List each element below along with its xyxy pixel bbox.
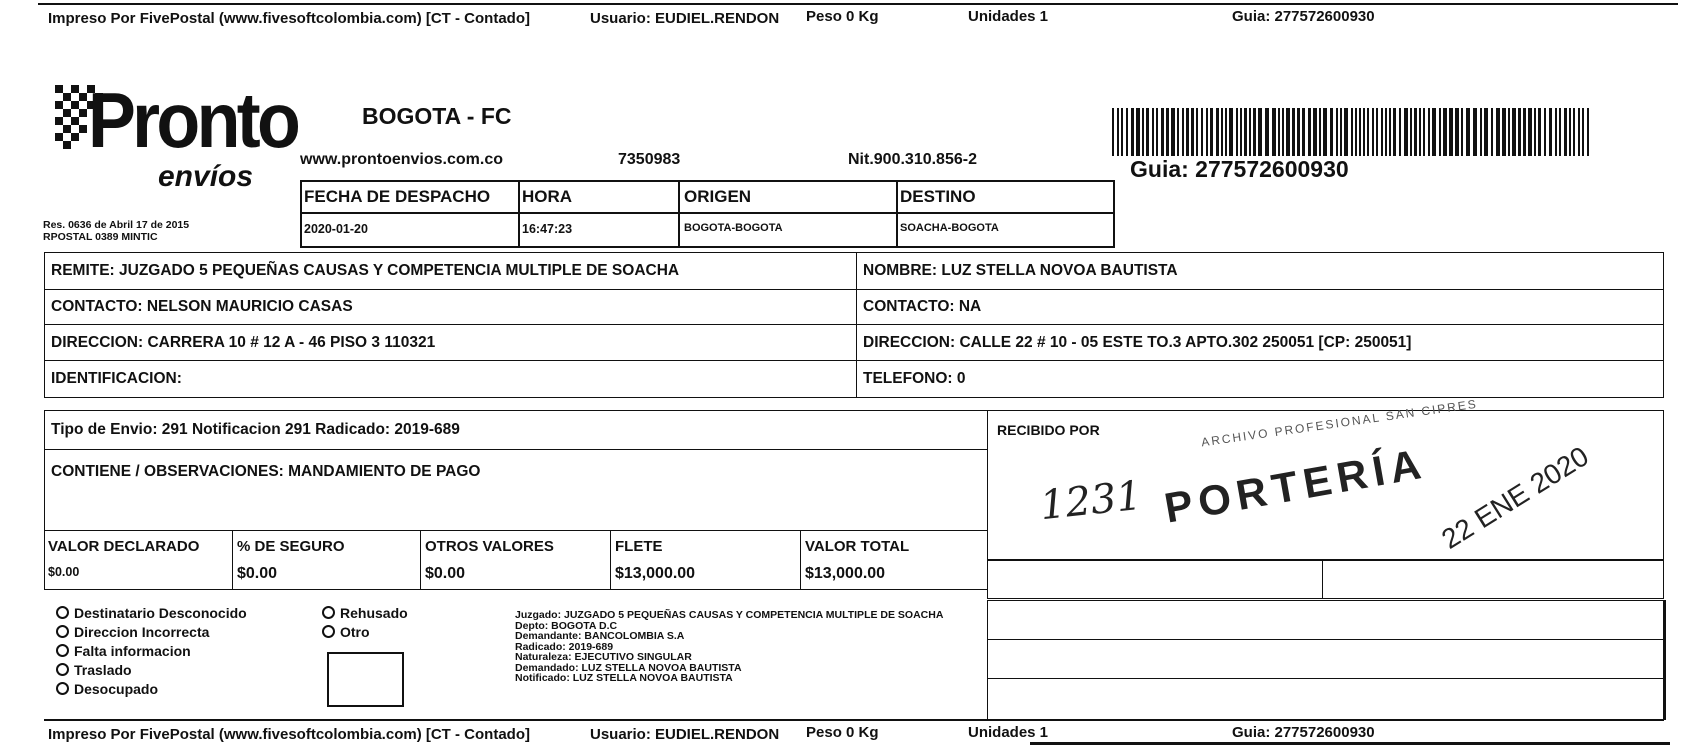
value-cell-0 (44, 530, 232, 590)
barcode (1112, 108, 1592, 156)
footer-units: Unidades 1 (968, 724, 1049, 741)
barcode-bar (1126, 108, 1128, 156)
barcode-bar (1523, 108, 1526, 156)
barcode-bar (1484, 108, 1488, 156)
radio-circle-icon[interactable] (56, 625, 69, 638)
case-info (515, 610, 943, 684)
lower-right-row-3 (987, 678, 1664, 720)
barcode-bar (1414, 108, 1417, 156)
return-option-left-2[interactable] (56, 641, 247, 660)
barcode-bar (1569, 108, 1571, 156)
return-option-label: Desocupado (74, 680, 159, 697)
recipient-contact: CONTACTO: NA (856, 289, 1664, 325)
footer-user: Usuario: EUDIEL.RENDON (590, 726, 780, 743)
return-option-left-0[interactable] (56, 603, 247, 622)
received-sub-left (987, 559, 1323, 599)
barcode-bar (1428, 108, 1430, 156)
barcode-bar (1313, 108, 1317, 156)
barcode-bar (1297, 108, 1300, 156)
value-amount: $0.00 (425, 565, 466, 582)
barcode-bar (1302, 108, 1305, 156)
dispatch-date-label: FECHA DE DESPACHO (304, 187, 491, 206)
stamp-time-text: 1231 (1037, 472, 1144, 530)
barcode-bar (1555, 108, 1557, 156)
barcode-bar (1282, 108, 1284, 156)
barcode-bar (1480, 108, 1482, 156)
stamp-date-text: 22 ENE 2020 (1436, 440, 1594, 555)
header-printed-by: Impreso Por FivePostal (www.fivesoftcolombia.com) [CT - Contado] (48, 10, 530, 27)
received-label: RECIBIDO POR (997, 422, 1100, 438)
shipment-contents: CONTIENE / OBSERVACIONES: MANDAMIENTO DE PAGO (44, 449, 988, 531)
barcode-bar (1171, 108, 1175, 156)
resolution-line-1: Res. 0636 de Abril 17 de 2015 (43, 219, 190, 231)
barcode-bar (1461, 108, 1463, 156)
company-website: www.prontoenvios.com.co (300, 151, 503, 168)
value-cell-4 (800, 530, 988, 590)
barcode-bar (1376, 108, 1378, 156)
barcode-bar (1449, 108, 1453, 156)
barcode-bar (1249, 108, 1251, 156)
lower-right-row-2 (987, 639, 1664, 679)
recipient-phone: TELEFONO: 0 (856, 360, 1664, 398)
barcode-bar (1544, 108, 1546, 156)
barcode-bar (1196, 108, 1198, 156)
barcode-bar (1201, 108, 1203, 156)
barcode-bar (1253, 108, 1256, 156)
other-reason-box[interactable] (327, 652, 404, 707)
bottom-rule (1030, 742, 1670, 745)
barcode-bar (1559, 108, 1561, 156)
return-option-right-0[interactable] (322, 603, 408, 622)
return-option-right-1[interactable] (322, 622, 408, 641)
value-amount: $0.00 (237, 565, 278, 582)
value-label: FLETE (615, 538, 663, 555)
case-demandante: Demandante: BANCOLOMBIA S.A (515, 630, 685, 642)
value-cell-2 (420, 530, 610, 590)
barcode-bar (1466, 108, 1470, 156)
dispatch-dest-value: SOACHA-BOGOTA (900, 222, 999, 234)
return-reasons-right (322, 603, 408, 641)
barcode-bar (1399, 108, 1401, 156)
barcode-bar (1404, 108, 1408, 156)
return-option-label: Rehusado (340, 604, 408, 621)
barcode-bar (1508, 108, 1510, 156)
barcode-bar (1518, 108, 1521, 156)
barcode-bar (1225, 108, 1227, 156)
footer-guide: Guia: 277572600930 (1232, 724, 1375, 741)
barcode-bar (1393, 108, 1396, 156)
barcode-bar (1308, 108, 1311, 156)
return-option-label: Direccion Incorrecta (74, 623, 210, 640)
barcode-guide: Guia: 277572600930 (1130, 156, 1349, 182)
top-rule (38, 3, 1678, 5)
barcode-bar (1136, 108, 1140, 156)
barcode-bar (1186, 108, 1189, 156)
barcode-bar (1549, 108, 1552, 156)
barcode-bar (1419, 108, 1421, 156)
barcode-bar (1578, 108, 1580, 156)
return-option-left-3[interactable] (56, 660, 247, 679)
barcode-bar (1229, 108, 1233, 156)
barcode-bar (1573, 108, 1575, 156)
barcode-bar (1336, 108, 1338, 156)
barcode-bar (1344, 108, 1348, 156)
sender-address: DIRECCION: CARRERA 10 # 12 A - 46 PISO 3 110321 (44, 324, 857, 361)
barcode-bar (1538, 108, 1541, 156)
barcode-bar (1221, 108, 1223, 156)
barcode-bar (1443, 108, 1447, 156)
footer-printed-by: Impreso Por FivePostal (www.fivesoftcolombia.com) [CT - Contado] (48, 726, 530, 743)
barcode-bar (1161, 108, 1164, 156)
value-label: % DE SEGURO (237, 538, 345, 555)
barcode-bar (1240, 108, 1242, 156)
case-depto: Depto: BOGOTA D.C (515, 619, 618, 632)
radio-circle-icon[interactable] (56, 606, 69, 619)
case-naturaleza: Naturaleza: EJECUTIVO SINGULAR (515, 651, 692, 663)
barcode-bar (1131, 108, 1134, 156)
barcode-bar (1582, 108, 1584, 156)
barcode-bar (1491, 108, 1493, 156)
barcode-bar (1432, 108, 1436, 156)
barcode-bar (1166, 108, 1169, 156)
barcode-bar (1177, 108, 1179, 156)
sender-identification: IDENTIFICACION: (44, 360, 857, 398)
value-amount: $13,000.00 (615, 565, 696, 582)
barcode-bar (1244, 108, 1247, 156)
stamp-top-text: ARCHIVO PROFESIONAL SAN CIPRES (1200, 396, 1479, 450)
barcode-bar (1496, 108, 1500, 156)
case-radicado: Radicado: 2019-689 (515, 640, 614, 653)
barcode-bar (1323, 108, 1327, 156)
barcode-bar (1146, 108, 1149, 156)
barcode-bar (1216, 108, 1219, 156)
barcode-bar (1182, 108, 1184, 156)
value-label: OTROS VALORES (425, 538, 554, 555)
barcode-bar (1292, 108, 1295, 156)
dispatch-dest-label: DESTINO (900, 187, 976, 206)
radio-circle-icon[interactable] (56, 663, 69, 676)
dispatch-origin-value: BOGOTA-BOGOTA (684, 222, 783, 234)
radio-circle-icon[interactable] (322, 606, 335, 619)
value-cell-1 (232, 530, 420, 590)
footer-weight: Peso 0 Kg (806, 724, 879, 741)
header-user: Usuario: EUDIEL.RENDON (590, 10, 780, 27)
barcode-bar (1455, 108, 1459, 156)
logo-sub-text: envíos (158, 160, 254, 193)
barcode-bar (1439, 108, 1441, 156)
barcode-bar (1512, 108, 1516, 156)
barcode-bar (1534, 108, 1536, 156)
header-guide: Guia: 277572600930 (1232, 8, 1375, 25)
barcode-bar (1272, 108, 1276, 156)
logo-main-text: Pronto (88, 76, 298, 164)
barcode-bar (1191, 108, 1194, 156)
barcode-bar (1236, 108, 1238, 156)
value-label: VALOR DECLARADO (48, 538, 200, 555)
barcode-bar (1121, 108, 1123, 156)
header-units: Unidades 1 (968, 8, 1049, 25)
case-demandado: Demandado: LUZ STELLA NOVOA BAUTISTA (515, 661, 742, 674)
barcode-bar (1367, 108, 1369, 156)
barcode-bar (1152, 108, 1154, 156)
dispatch-time-label: HORA (522, 187, 573, 206)
barcode-bar (1355, 108, 1357, 156)
return-option-label: Otro (340, 623, 370, 640)
sender-contact: CONTACTO: NELSON MAURICIO CASAS (44, 289, 857, 325)
radio-circle-icon[interactable] (56, 682, 69, 695)
lower-right-row-1 (987, 600, 1664, 640)
resolution-line-2: RPOSTAL 0389 MINTIC (43, 231, 158, 243)
sender-remite: REMITE: JUZGADO 5 PEQUEÑAS CAUSAS Y COMPETENCIA MULTIPLE DE SOACHA (44, 252, 857, 290)
shipment-type: Tipo de Envio: 291 Notificacion 291 Radicado: 2019-689 (44, 410, 988, 450)
header-weight: Peso 0 Kg (806, 8, 879, 25)
barcode-bar (1210, 108, 1213, 156)
barcode-bar (1423, 108, 1425, 156)
stamp-main-text: PORTERÍA (1160, 439, 1430, 532)
barcode-bar (1372, 108, 1374, 156)
barcode-bar (1117, 108, 1119, 156)
value-cell-3 (610, 530, 800, 590)
barcode-bar (1381, 108, 1383, 156)
barcode-bar (1385, 108, 1387, 156)
value-amount: $13,000.00 (805, 565, 886, 582)
barcode-bar (1359, 108, 1361, 156)
barcode-bar (1473, 108, 1477, 156)
radio-circle-icon[interactable] (322, 625, 335, 638)
return-option-label: Destinatario Desconocido (74, 604, 247, 621)
recipient-name: NOMBRE: LUZ STELLA NOVOA BAUTISTA (856, 252, 1664, 290)
barcode-bar (1258, 108, 1262, 156)
barcode-bar (1564, 108, 1567, 156)
value-label: VALOR TOTAL (805, 538, 910, 555)
barcode-bar (1206, 108, 1208, 156)
case-juzgado: Juzgado: JUZGADO 5 PEQUEÑAS CAUSAS Y COMPETENCIA MULTIPLE DE SOACHA (515, 609, 944, 621)
barcode-bar (1265, 108, 1269, 156)
barcode-bar (1389, 108, 1391, 156)
barcode-bar (1142, 108, 1144, 156)
company-phone: 7350983 (618, 151, 681, 168)
case-notificado: Notificado: LUZ STELLA NOVOA BAUTISTA (515, 672, 733, 684)
barcode-bar (1330, 108, 1333, 156)
dispatch-origin-label: ORIGEN (684, 187, 752, 206)
recipient-address: DIRECCION: CALLE 22 # 10 - 05 ESTE TO.3 APTO.302 250051 [CP: 250051] (856, 324, 1664, 361)
radio-circle-icon[interactable] (56, 644, 69, 657)
barcode-bar (1340, 108, 1342, 156)
barcode-bar (1410, 108, 1412, 156)
barcode-bar (1278, 108, 1280, 156)
branch-city: BOGOTA - FC (362, 103, 512, 129)
barcode-bar (1351, 108, 1353, 156)
return-option-label: Falta informacion (74, 642, 191, 659)
return-option-label: Traslado (74, 661, 132, 678)
dispatch-date-value: 2020-01-20 (304, 222, 368, 236)
received-sub-right (1322, 559, 1664, 599)
barcode-bar (1363, 108, 1365, 156)
return-option-left-1[interactable] (56, 622, 247, 641)
barcode-bar (1319, 108, 1321, 156)
barcode-bar (1502, 108, 1506, 156)
return-reasons-left (56, 603, 247, 698)
barcode-bar (1587, 108, 1589, 156)
dispatch-time-value: 16:47:23 (522, 222, 573, 236)
barcode-bar (1528, 108, 1532, 156)
company-nit: Nit.900.310.856-2 (848, 151, 977, 168)
barcode-bar (1156, 108, 1158, 156)
return-option-left-4[interactable] (56, 679, 247, 698)
barcode-bar (1112, 108, 1114, 156)
barcode-bar (1286, 108, 1290, 156)
value-amount: $0.00 (48, 565, 80, 579)
